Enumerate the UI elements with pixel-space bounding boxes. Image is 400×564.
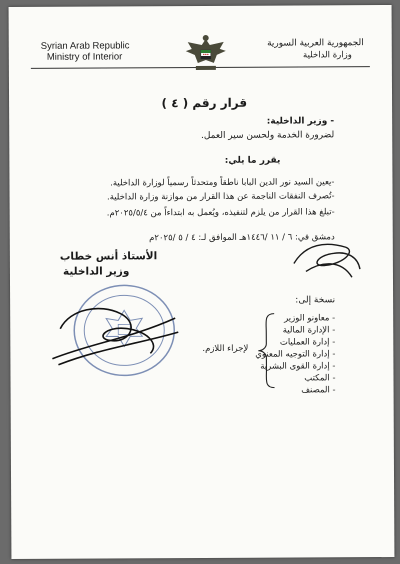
date-line: دمشق في: ٦ / ١١ /١٤٤٦هـ الموافق لـ: ٤ / ٥ /٢٠٢٥م — [149, 232, 335, 244]
decision-document — [9, 5, 395, 559]
decision-title: قرار رقم ( ٤ ) — [161, 95, 248, 111]
recipient-item: - إدارة العمليات — [279, 337, 336, 348]
signature-mark — [286, 233, 366, 283]
eagle-emblem-icon — [184, 33, 228, 73]
action-note: لإجراء اللازم. — [202, 343, 249, 354]
recipient-item: - المكتب — [304, 373, 336, 384]
header-ar-country: الجمهورية العربية السورية — [267, 38, 364, 49]
signatory-title: وزير الداخلية — [62, 265, 130, 278]
header-en-country: Syrian Arab Republic — [40, 40, 130, 52]
recipient-item: - إدارة القوى البشرية — [260, 361, 336, 372]
header-ar-ministry: وزارة الداخلية — [302, 50, 352, 61]
recipient-item: - المصنف — [301, 385, 336, 396]
recipient-item: - الإدارة المالية — [282, 325, 336, 336]
article-1: -يعين السيد نور الدين البابا ناطقاً ومتحدثاً رسمياً لوزارة الداخلية. — [110, 177, 335, 189]
recipient-item: - إدارة التوجيه المعنوي — [255, 349, 336, 360]
article-2: -تُصرف النفقات الناجمة عن هذا القرار من موازنة وزارة الداخلية. — [106, 191, 335, 203]
recipient-item: - معاونو الوزير — [284, 313, 336, 324]
copies-heading: نسخة إلى: — [295, 295, 336, 306]
signatory-name: الأستاذ أنس خطاب — [59, 250, 158, 263]
header-en-ministry: Ministry of Interior — [46, 51, 123, 63]
minister-line: - وزير الداخلية: — [266, 116, 335, 127]
handwritten-signature — [50, 288, 180, 369]
decides-heading: يقرر ما يلي: — [224, 155, 281, 166]
necessity-line: لضرورة الخدمة ولحسن سير العمل. — [200, 130, 335, 142]
brace-bracket — [256, 312, 276, 390]
article-3: -تبلغ هذا القرار من يلزم لتنفيذه، ويُعمل به ابتداءاً من ٢٠٢٥/٥/٤م. — [106, 207, 335, 219]
